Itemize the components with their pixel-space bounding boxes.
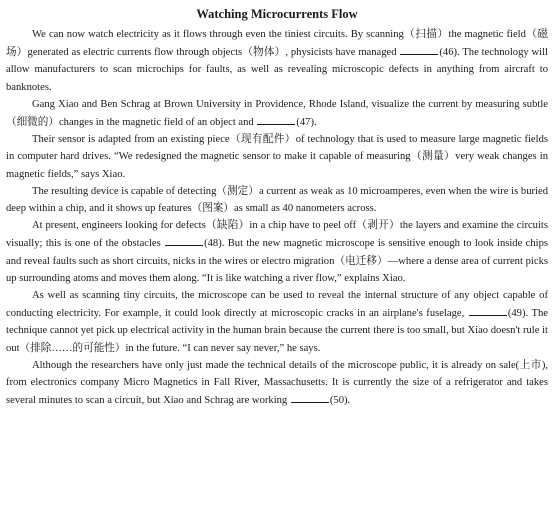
- paragraph-text: Their sensor is adapted from an existing piece（现有配件）of technology that is used to measure large magnetic fields in computer hard drives. “We redesigned the magnetic sensor to make it capable of measuring（测量）very weak changes in magnetic fields,” says Xiao.: [6, 134, 548, 180]
- paragraph-text: Although the researchers have only just made the technical details of the microscope public, it is already on sale(上市), from electronics company Micro Magnetics in Fall River, Massachusetts. It is currently the size of a refrigerator and takes several minutes to scan a circuit, but Xiao and Schrag are working: [6, 359, 548, 407]
- answer-blank-46[interactable]: [400, 43, 438, 55]
- paragraph-text: (49). The technique cannot yet pick up electrical activity in the human brain because the current there is too small, but Xiao doesn't rule it out（排除……的可能性）in the future. “I can never say never,” he says.: [6, 308, 548, 354]
- answer-blank-50[interactable]: [291, 391, 329, 403]
- answer-blank-47[interactable]: [257, 113, 295, 125]
- paragraph-text: The resulting device is capable of detecting（测定）a current as weak as 10 microamperes, even when the wire is buried deep within a chip, and it shows up features（图案）as small as 40 nanometers across.: [6, 185, 548, 215]
- passage-title: Watching Microcurrents Flow: [196, 7, 358, 21]
- paragraph-5: [6, 217, 548, 287]
- paragraph-7: [6, 357, 548, 410]
- paragraph-text: (50).: [329, 395, 351, 407]
- paragraph-text: (47).: [296, 117, 317, 129]
- paragraph-3: [6, 131, 548, 183]
- paragraph-text: At present, engineers looking for defects（缺陷）in a chip have to peel off（剥开）the layers and examine the circuits visually; this is one of the obstacles: [6, 220, 548, 250]
- paragraph-2: [6, 96, 548, 131]
- paragraph-6: [6, 287, 548, 357]
- answer-blank-48[interactable]: [165, 234, 203, 246]
- paragraph-text: (48). But the new magnetic microscope is sensitive enough to look inside chips and reveal faults such as short circuits, nicks in the wires or electro migration（电迁移）—where a dense area of current picks up surrounding atoms and moves them along. “It is like watching a river flow,” explains Xiao.: [6, 238, 548, 284]
- paragraph-4: [6, 183, 548, 217]
- paragraph-text: As well as scanning tiny circuits, the microscope can be used to reveal the internal structure of any object capable of conducting electricity. For example, it could look directly at microscopic cracks in an airplane's fuselage,: [6, 290, 548, 320]
- paragraph-text: We can now watch electricity as it flows through even the tiniest circuits. By scanning（扫描）the magnetic field（磁场）generated as electric currents flow through objects（物体）, physicists have managed: [6, 29, 548, 59]
- answer-blank-49[interactable]: [469, 304, 507, 316]
- paragraph-text: Gang Xiao and Ben Schrag at Brown University in Providence, Rhode Island, visualize the current by measuring subtle（细微的）changes in the magnetic field of an object and: [6, 98, 548, 129]
- paragraph-text: (46). The technology will allow manufacturers to scan microchips for faults, as well as revealing microscopic defects in anything from aircraft to banknotes.: [6, 47, 548, 93]
- paragraph-1: [6, 26, 548, 96]
